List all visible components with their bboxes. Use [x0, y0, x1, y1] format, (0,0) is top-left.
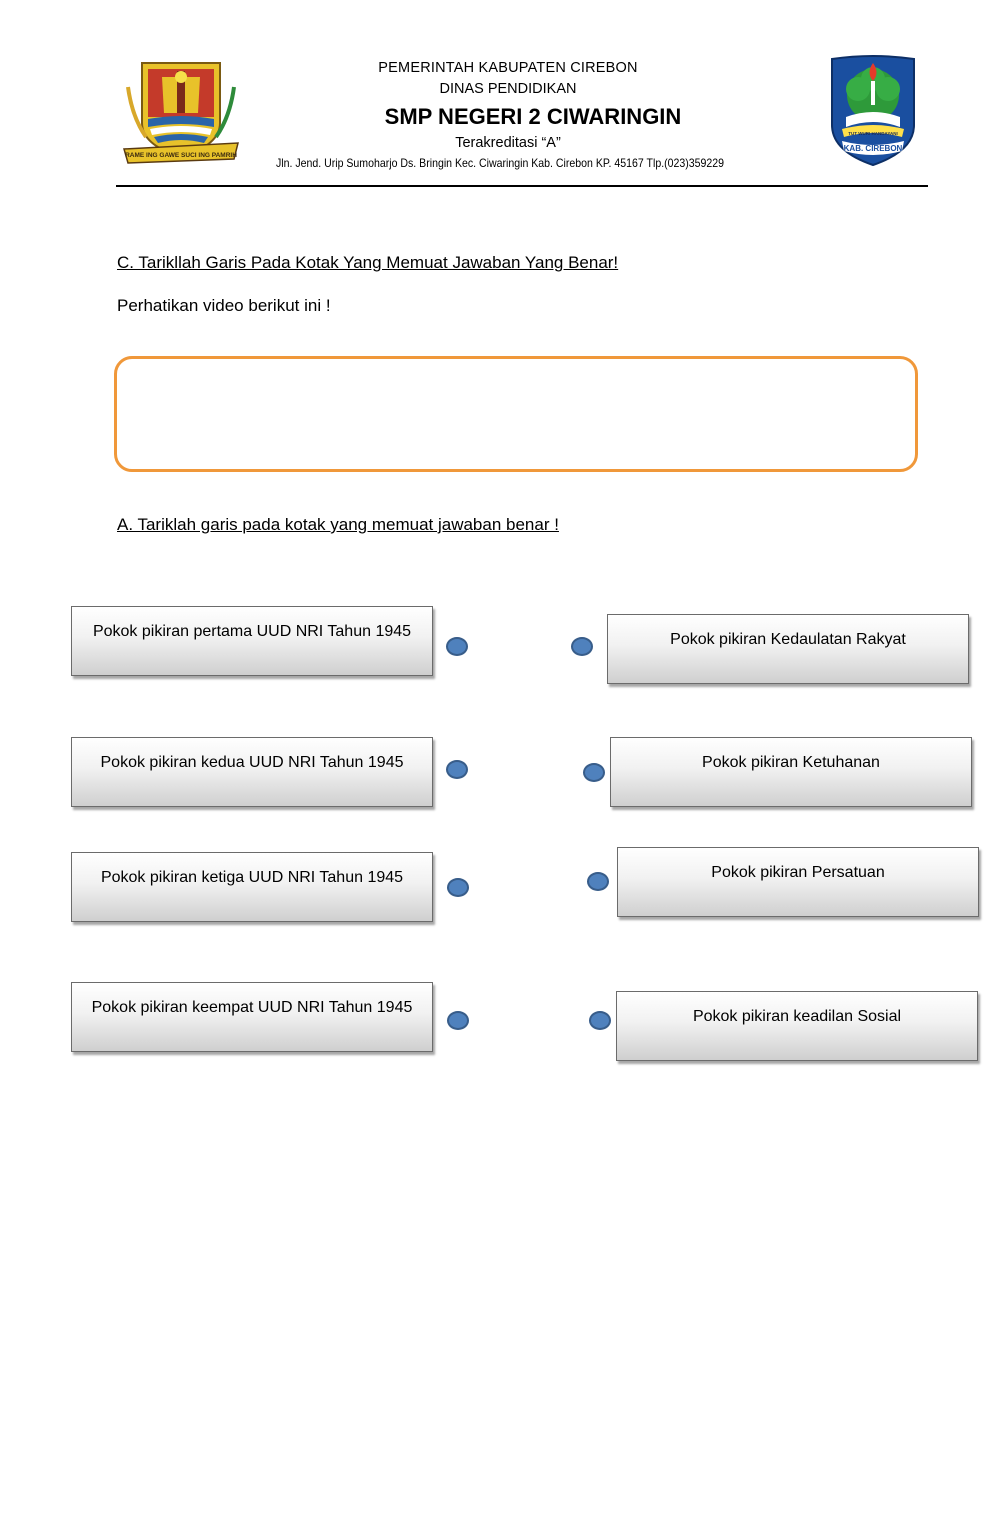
cirebon-regency-crest-icon: [122, 57, 240, 169]
tut-wuri-handayani-emblem-icon: [828, 55, 918, 168]
right-item-1[interactable]: Pokok pikiran Kedaulatan Rakyat: [607, 614, 969, 684]
left-item-2[interactable]: Pokok pikiran kedua UUD NRI Tahun 1945: [71, 737, 433, 807]
right-connector-dot-3[interactable]: [587, 872, 609, 891]
right-item-2[interactable]: Pokok pikiran Ketuhanan: [610, 737, 972, 807]
left-item-3[interactable]: Pokok pikiran ketiga UUD NRI Tahun 1945: [71, 852, 433, 922]
left-item-4[interactable]: Pokok pikiran keempat UUD NRI Tahun 1945: [71, 982, 433, 1052]
right-connector-dot-4[interactable]: [589, 1011, 611, 1030]
government-heading: PEMERINTAH KABUPATEN CIREBON: [378, 60, 638, 76]
department-heading: DINAS PENDIDIKAN: [439, 81, 577, 97]
right-item-3[interactable]: Pokok pikiran Persatuan: [617, 847, 979, 917]
header-divider: [116, 185, 928, 187]
address-text: Jln. Jend. Urip Sumoharjo Ds. Bringin Kec. Ciwaringin Kab. Cirebon KP. 45167 Tlp.(023)359229: [275, 156, 725, 170]
right-connector-dot-2[interactable]: [583, 763, 605, 782]
left-item-1[interactable]: Pokok pikiran pertama UUD NRI Tahun 1945: [71, 606, 433, 676]
svg-text:KAB. CIREBON: KAB. CIREBON: [843, 144, 903, 153]
section-a-instruction: A. Tariklah garis pada kotak yang memuat jawaban benar !: [117, 515, 559, 534]
left-connector-dot-4[interactable]: [447, 1011, 469, 1030]
section-c-instruction: C. Tarikllah Garis Pada Kotak Yang Memuat Jawaban Yang Benar!: [117, 253, 619, 272]
svg-text:RAME ING GAWE SUCI ING PAMRIH: RAME ING GAWE SUCI ING PAMRIH: [125, 152, 237, 159]
left-connector-dot-2[interactable]: [446, 760, 468, 779]
accreditation-text: Terakreditasi “A”: [455, 135, 561, 151]
left-connector-dot-3[interactable]: [447, 878, 469, 897]
video-placeholder[interactable]: [114, 356, 918, 472]
left-connector-dot-1[interactable]: [446, 637, 468, 656]
right-item-4[interactable]: Pokok pikiran keadilan Sosial: [616, 991, 978, 1061]
school-name-heading: SMP NEGERI 2 CIWARINGIN: [384, 104, 682, 129]
right-connector-dot-1[interactable]: [571, 637, 593, 656]
svg-text:TUT WURI HANDAYANI: TUT WURI HANDAYANI: [848, 131, 898, 136]
video-prompt: Perhatikan video berikut ini !: [117, 296, 331, 315]
